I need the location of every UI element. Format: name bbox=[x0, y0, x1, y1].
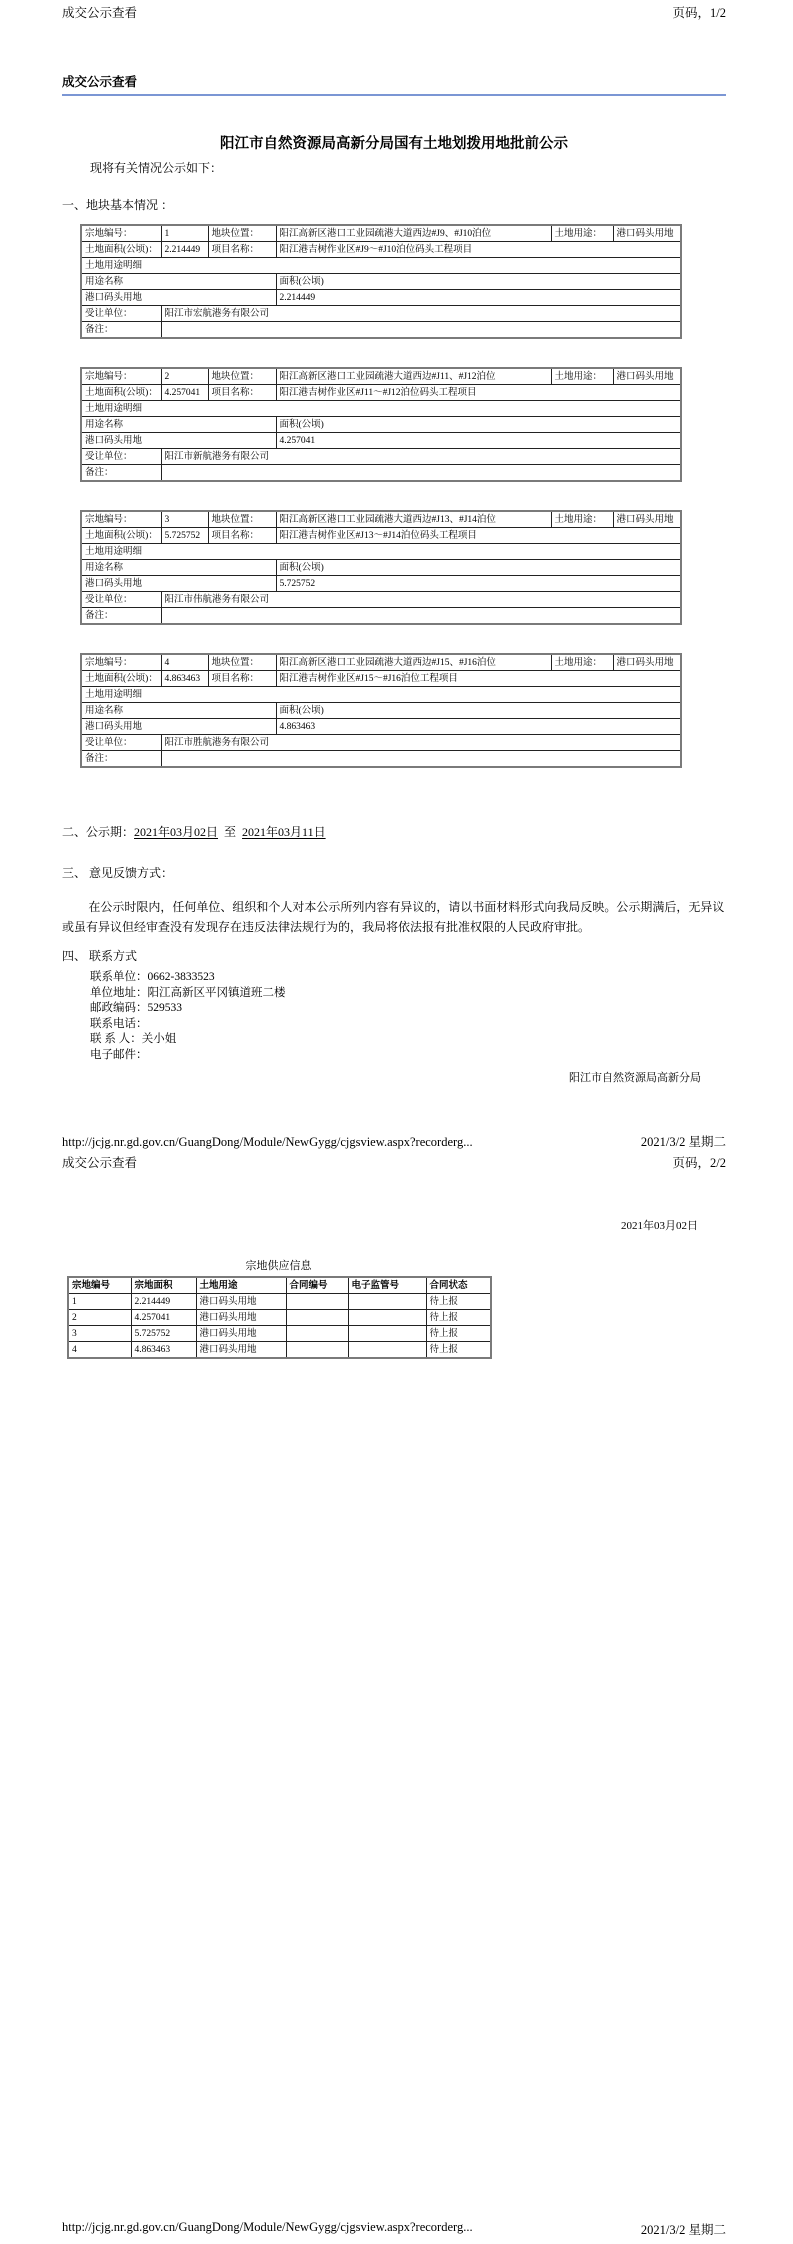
area-value: 2.214449 bbox=[161, 242, 208, 258]
area-value: 4.863463 bbox=[161, 671, 208, 687]
use-name-header: 用途名称 bbox=[81, 560, 276, 576]
document-body bbox=[62, 0, 726, 1359]
section2-heading bbox=[62, 823, 726, 840]
land-use-value: 港口码头用地 bbox=[613, 654, 681, 671]
use-area-header: 面积(公顷) bbox=[276, 560, 681, 576]
project-label: 项目名称： bbox=[208, 671, 276, 687]
grantee-value: 阳江市伟航港务有限公司 bbox=[161, 592, 681, 608]
supply-cell: 2.214449 bbox=[131, 1294, 196, 1310]
parcel-table bbox=[80, 510, 682, 625]
remark-label: 备注： bbox=[81, 322, 161, 339]
table-row bbox=[68, 1310, 491, 1326]
supply-table-caption: 宗地供应信息 bbox=[245, 1260, 312, 1272]
remark-label: 备注： bbox=[81, 751, 161, 768]
publicity-period-separator: 至 bbox=[224, 825, 237, 839]
parcel-table bbox=[80, 653, 682, 768]
contact-line-postcode: 邮政编码：529533 bbox=[90, 1002, 182, 1014]
location-value: 阳江高新区港口工业园疏港大道西边#J11、#J12泊位 bbox=[276, 368, 551, 385]
remark-label: 备注： bbox=[81, 608, 161, 625]
project-label: 项目名称： bbox=[208, 385, 276, 401]
table-row bbox=[81, 608, 681, 625]
document-title: 阳江市自然资源局高新分局国有土地划拨用地批前公示 bbox=[220, 136, 568, 152]
location-label: 地块位置： bbox=[208, 511, 276, 528]
supply-cell bbox=[286, 1310, 348, 1326]
use-detail-header: 土地用途明细 bbox=[81, 687, 681, 703]
table-row bbox=[81, 465, 681, 482]
grantee-label: 受让单位： bbox=[81, 306, 161, 322]
area-label: 土地面积(公顷)： bbox=[81, 385, 161, 401]
table-row bbox=[81, 687, 681, 703]
parcel-no-label: 宗地编号： bbox=[81, 225, 161, 242]
contact-info bbox=[62, 970, 726, 1063]
area-label: 土地面积(公顷)： bbox=[81, 671, 161, 687]
table-row bbox=[81, 385, 681, 401]
location-value: 阳江高新区港口工业园疏港大道西边#J13、#J14泊位 bbox=[276, 511, 551, 528]
use-area-header: 面积(公顷) bbox=[276, 274, 681, 290]
table-row bbox=[81, 703, 681, 719]
table-row bbox=[68, 1294, 491, 1310]
supply-cell: 5.725752 bbox=[131, 1326, 196, 1342]
supply-header-contract-no: 合同编号 bbox=[286, 1277, 348, 1294]
contact-line-person: 联 系 人：关小姐 bbox=[90, 1033, 177, 1045]
table-row bbox=[81, 449, 681, 465]
page2-header-pageno: 页码，2/2 bbox=[672, 1156, 726, 1170]
use-name-value: 港口码头用地 bbox=[81, 433, 276, 449]
page1-footer-url: http://jcjg.nr.gd.gov.cn/GuangDong/Module/NewGygg/cjgsview.aspx?recorderg... bbox=[62, 1135, 473, 1149]
table-row bbox=[81, 592, 681, 608]
supply-cell: 3 bbox=[68, 1326, 131, 1342]
table-row bbox=[81, 417, 681, 433]
intro-text: 现将有关情况公示如下： bbox=[90, 161, 223, 175]
area-value: 5.725752 bbox=[161, 528, 208, 544]
table-row bbox=[81, 433, 681, 449]
table-row bbox=[81, 322, 681, 339]
supply-cell: 2 bbox=[68, 1310, 131, 1326]
publicity-period-label: 二、公示期： bbox=[62, 825, 135, 839]
parcel-no-value: 3 bbox=[161, 511, 208, 528]
use-area-value: 2.214449 bbox=[276, 290, 681, 306]
supply-cell bbox=[348, 1326, 426, 1342]
use-detail-header: 土地用途明细 bbox=[81, 258, 681, 274]
supply-cell: 4 bbox=[68, 1342, 131, 1359]
supply-cell: 1 bbox=[68, 1294, 131, 1310]
page2-footer-url: http://jcjg.nr.gd.gov.cn/GuangDong/Module/NewGygg/cjgsview.aspx?recorderg... bbox=[62, 2220, 473, 2234]
supply-header-monitor-no: 电子监管号 bbox=[348, 1277, 426, 1294]
remark-value bbox=[161, 751, 681, 768]
table-row bbox=[81, 735, 681, 751]
page1-footer-date: 2021/3/2 星期二 bbox=[640, 1135, 726, 1149]
supply-cell: 待上报 bbox=[426, 1294, 491, 1310]
use-name-value: 港口码头用地 bbox=[81, 719, 276, 735]
table-row bbox=[81, 654, 681, 671]
table-row bbox=[81, 258, 681, 274]
grantee-value: 阳江市宏航港务有限公司 bbox=[161, 306, 681, 322]
page2-header bbox=[62, 1156, 726, 1171]
parcel-no-label: 宗地编号： bbox=[81, 368, 161, 385]
page1-header-title: 成交公示查看 bbox=[62, 6, 138, 20]
page2-date: 2021年03月02日 bbox=[621, 1220, 698, 1232]
project-value: 阳江港吉树作业区#J13～#J14泊位码头工程项目 bbox=[276, 528, 681, 544]
table-row bbox=[81, 544, 681, 560]
location-label: 地块位置： bbox=[208, 368, 276, 385]
supply-header-parcel-area: 宗地面积 bbox=[131, 1277, 196, 1294]
grantee-label: 受让单位： bbox=[81, 735, 161, 751]
project-value: 阳江港吉树作业区#J9～#J10泊位码头工程项目 bbox=[276, 242, 681, 258]
use-detail-header: 土地用途明细 bbox=[81, 544, 681, 560]
supply-header-land-use: 土地用途 bbox=[196, 1277, 286, 1294]
project-label: 项目名称： bbox=[208, 528, 276, 544]
supply-cell bbox=[286, 1294, 348, 1310]
supply-cell: 待上报 bbox=[426, 1342, 491, 1359]
land-use-label: 土地用途： bbox=[551, 654, 613, 671]
page1-footer bbox=[62, 1135, 726, 1150]
publicity-start-date: 2021年03月02日 bbox=[134, 825, 219, 839]
section1-heading: 一、地块基本情况 ： bbox=[62, 198, 174, 212]
parcel-no-value: 4 bbox=[161, 654, 208, 671]
use-detail-header: 土地用途明细 bbox=[81, 401, 681, 417]
table-row bbox=[81, 576, 681, 592]
use-name-header: 用途名称 bbox=[81, 703, 276, 719]
page1-header-pageno: 页码，1/2 bbox=[672, 6, 726, 20]
land-use-label: 土地用途： bbox=[551, 511, 613, 528]
contact-line-email: 电子邮件： bbox=[90, 1048, 148, 1061]
table-row bbox=[81, 671, 681, 687]
supply-cell bbox=[286, 1326, 348, 1342]
project-value: 阳江港吉树作业区#J15～#J16泊位工程项目 bbox=[276, 671, 681, 687]
table-row bbox=[81, 719, 681, 735]
land-use-value: 港口码头用地 bbox=[613, 225, 681, 242]
area-label: 土地面积(公顷)： bbox=[81, 528, 161, 544]
table-row bbox=[81, 274, 681, 290]
supply-cell bbox=[348, 1342, 426, 1359]
parcel-table bbox=[80, 367, 682, 482]
remark-value bbox=[161, 322, 681, 339]
parcel-no-label: 宗地编号： bbox=[81, 511, 161, 528]
supply-cell bbox=[286, 1342, 348, 1359]
area-value: 4.257041 bbox=[161, 385, 208, 401]
supply-cell: 待上报 bbox=[426, 1326, 491, 1342]
location-value: 阳江高新区港口工业园疏港大道西边#J9、#J10泊位 bbox=[276, 225, 551, 242]
land-use-value: 港口码头用地 bbox=[613, 368, 681, 385]
location-label: 地块位置： bbox=[208, 654, 276, 671]
remark-label: 备注： bbox=[81, 465, 161, 482]
table-row bbox=[81, 290, 681, 306]
use-area-value: 4.257041 bbox=[276, 433, 681, 449]
grantee-label: 受让单位： bbox=[81, 449, 161, 465]
table-row bbox=[81, 368, 681, 385]
supply-header-row bbox=[68, 1277, 491, 1294]
grantee-value: 阳江市新航港务有限公司 bbox=[161, 449, 681, 465]
supply-cell: 港口码头用地 bbox=[196, 1294, 286, 1310]
area-label: 土地面积(公顷)： bbox=[81, 242, 161, 258]
parcel-no-value: 2 bbox=[161, 368, 208, 385]
use-name-value: 港口码头用地 bbox=[81, 576, 276, 592]
section-header-bar: 成交公示查看 bbox=[62, 72, 726, 96]
table-row bbox=[68, 1342, 491, 1359]
contact-line-phone: 联系电话： bbox=[90, 1017, 148, 1030]
use-area-value: 5.725752 bbox=[276, 576, 681, 592]
table-row bbox=[81, 401, 681, 417]
table-row bbox=[81, 225, 681, 242]
project-label: 项目名称： bbox=[208, 242, 276, 258]
parcel-tables bbox=[62, 224, 726, 768]
supply-cell: 港口码头用地 bbox=[196, 1310, 286, 1326]
grantee-value: 阳江市胜航港务有限公司 bbox=[161, 735, 681, 751]
use-area-header: 面积(公顷) bbox=[276, 703, 681, 719]
page2-footer-date: 2021/3/2 星期二 bbox=[640, 2223, 726, 2237]
table-row bbox=[68, 1326, 491, 1342]
location-value: 阳江高新区港口工业园疏港大道西边#J15、#J16泊位 bbox=[276, 654, 551, 671]
supply-cell bbox=[348, 1294, 426, 1310]
page2-header-title: 成交公示查看 bbox=[62, 1156, 138, 1170]
section3-heading: 三、 意见反馈方式： bbox=[62, 866, 174, 880]
project-value: 阳江港吉树作业区#J11～#J12泊位码头工程项目 bbox=[276, 385, 681, 401]
parcel-no-value: 1 bbox=[161, 225, 208, 242]
page2-footer bbox=[62, 2220, 726, 2238]
use-area-header: 面积(公顷) bbox=[276, 417, 681, 433]
location-label: 地块位置： bbox=[208, 225, 276, 242]
table-row bbox=[81, 242, 681, 258]
table-row bbox=[81, 528, 681, 544]
supply-cell: 港口码头用地 bbox=[196, 1342, 286, 1359]
grantee-label: 受让单位： bbox=[81, 592, 161, 608]
contact-line-address: 单位地址：阳江高新区平冈镇道班二楼 bbox=[90, 986, 286, 999]
supply-cell: 4.863463 bbox=[131, 1342, 196, 1359]
supply-cell: 待上报 bbox=[426, 1310, 491, 1326]
table-row bbox=[81, 560, 681, 576]
use-area-value: 4.863463 bbox=[276, 719, 681, 735]
table-row bbox=[81, 306, 681, 322]
publicity-end-date: 2021年03月11日 bbox=[242, 825, 326, 839]
feedback-paragraph: 在公示时限内，任何单位、组织和个人对本公示所列内容有异议的，请以书面材料形式向我局反映。公示期满后，无异议或虽有异议但经审查没有发现存在违反法律法规行为的，我局将依法报有批准权限的人民政府审批。 bbox=[62, 900, 725, 934]
land-use-value: 港口码头用地 bbox=[613, 511, 681, 528]
supply-header-contract-status: 合同状态 bbox=[426, 1277, 491, 1294]
supply-header-parcel-no: 宗地编号 bbox=[68, 1277, 131, 1294]
use-name-value: 港口码头用地 bbox=[81, 290, 276, 306]
supply-cell bbox=[348, 1310, 426, 1326]
land-use-label: 土地用途： bbox=[551, 368, 613, 385]
table-row bbox=[81, 751, 681, 768]
section4-heading: 四、 联系方式 bbox=[62, 949, 138, 963]
signature: 阳江市自然资源局高新分局 bbox=[569, 1072, 701, 1084]
use-name-header: 用途名称 bbox=[81, 274, 276, 290]
remark-value bbox=[161, 465, 681, 482]
supply-cell: 港口码头用地 bbox=[196, 1326, 286, 1342]
supply-cell: 4.257041 bbox=[131, 1310, 196, 1326]
parcel-table bbox=[80, 224, 682, 339]
supply-table bbox=[67, 1276, 492, 1359]
remark-value bbox=[161, 608, 681, 625]
land-use-label: 土地用途： bbox=[551, 225, 613, 242]
parcel-no-label: 宗地编号： bbox=[81, 654, 161, 671]
contact-line-unit: 联系单位：0662-3833523 bbox=[90, 971, 215, 983]
table-row bbox=[81, 511, 681, 528]
use-name-header: 用途名称 bbox=[81, 417, 276, 433]
